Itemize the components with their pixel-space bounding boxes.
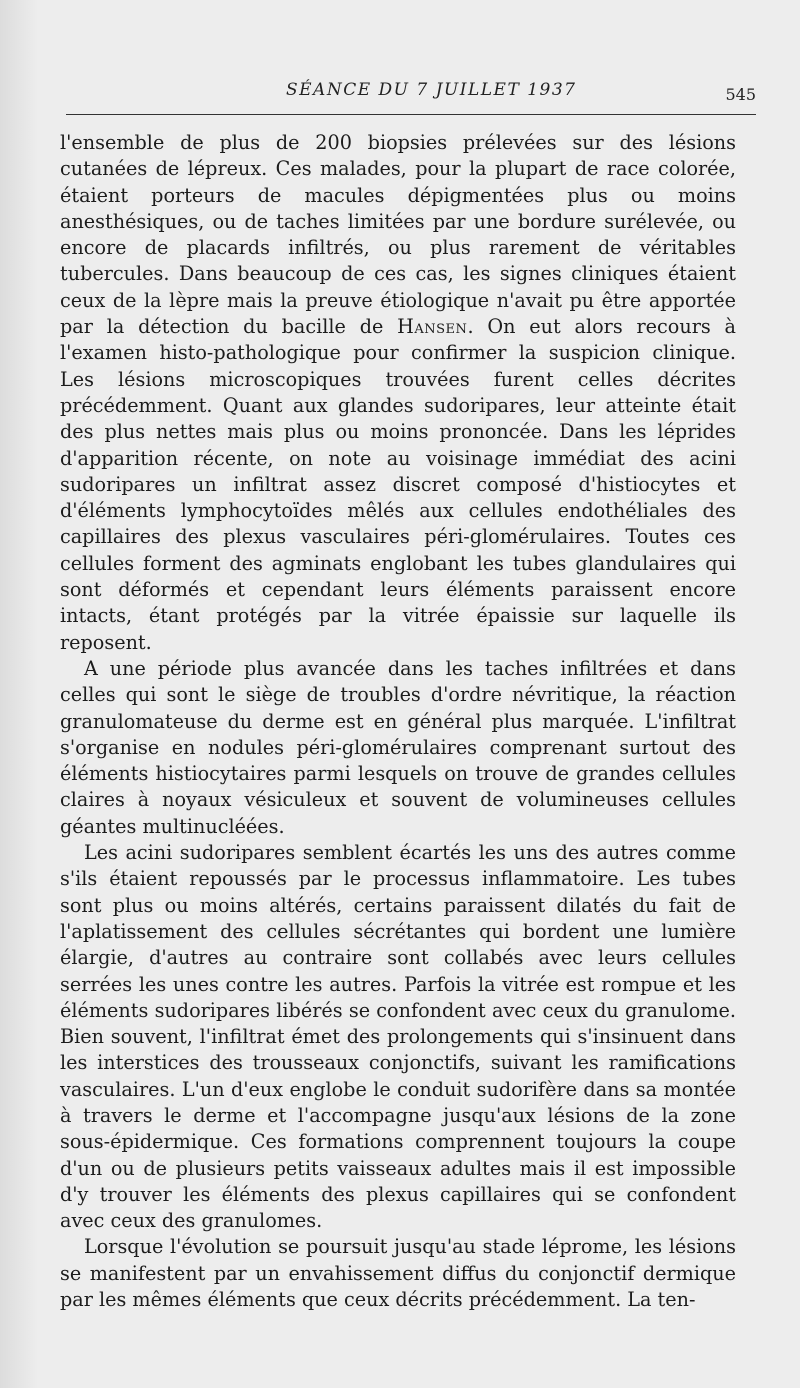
paragraph-1-text-end: . On eut alors recours à l'examen histo-pathologique pour confirmer la suspicion clinique. Les lésions microscopiques trouvées furent celles décrites précédemment. Quant aux glandes sudoripares, leur atteinte était des plus nettes mais plus ou moins prononcée. Dans les léprides d'apparition récente, on note au voisinage immédiat des acini sudoripares un infiltrat assez discret composé d'histiocytes et d'éléments lymphocytoïdes mêlés aux cellules endothéliales des capillaires des plexus vasculaires péri-glomérulaires. Toutes ces cellules forment des agminats englobant les tubes glandulaires qui sont déformés et cependant leurs éléments paraissent encore intacts, étant protégés par la vitrée épaissie sur laquelle ils reposent.: [60, 315, 736, 654]
paragraph-1: [60, 130, 736, 656]
header-rule: [66, 114, 756, 115]
binding-shadow: [0, 0, 38, 1388]
author-name-hansen: Hansen: [397, 315, 468, 339]
paragraph-1-text-start: l'ensemble de plus de 200 biopsies prélevées sur des lésions cutanées de lépreux. Ces malades, pour la plupart de race colorée, étaient porteurs de macules dépigmentées plus ou moins anesthésiques, ou de taches limitées par une bordure surélevée, ou encore de placards infiltrés, ou plus rarement de véritables tubercules. Dans beaucoup de ces cas, les signes cliniques étaient ceux de la lèpre mais la preuve étiologique n'avait pu être apportée par la détection du bacille de: [60, 131, 736, 339]
running-title: SÉANCE DU 7 JUILLET 1937: [286, 80, 577, 100]
paragraph-2: A une période plus avancée dans les taches infiltrées et dans celles qui sont le siège de troubles d'ordre névritique, la réaction granulomateuse du derme est en général plus marquée. L'infiltrat s'organise en nodules péri-glomérulaires comprenant surtout des éléments histiocytaires parmi lesquels on trouve de grandes cellules claires à noyaux vésiculeux et souvent de volumineuses cellules géantes multinucléées.: [60, 656, 736, 838]
running-head: [66, 80, 756, 112]
paragraph-4: Lorsque l'évolution se poursuit jusqu'au stade léprome, les lésions se manifestent par un envahissement diffus du conjonctif dermique par les mêmes éléments que ceux décrits précédemment. La ten-: [60, 1235, 736, 1312]
paragraph-3: Les acini sudoripares semblent écartés les uns des autres comme s'ils étaient repoussés par le processus inflammatoire. Les tubes sont plus ou moins altérés, certains paraissent dilatés du fait de l'aplatissement des cellules sécrétantes qui bordent une lumière élargie, d'autres au contraire sont collabés avec leurs cellules serrées les unes contre les autres. Parfois la vitrée est rompue et les éléments sudoripares libérés se confondent avec ceux du granulome. Bien souvent, l'infiltrat émet des prolongements qui s'insinuent dans les interstices des trousseaux conjonctifs, suivant les ramifications vasculaires. L'un d'eux englobe le conduit sudorifère dans sa montée à travers le derme et l'accompagne jusqu'aux lésions de la zone sous-épidermique. Ces formations comprennent toujours la coupe d'un ou de plusieurs petits vaisseaux adultes mais il est impossible d'y trouver les éléments des plexus capillaires qui se confondent avec ceux des granulomes.: [60, 841, 736, 1233]
book-page: [46, 70, 756, 1370]
body-text: [60, 130, 736, 1313]
page-number: 545: [725, 85, 756, 104]
